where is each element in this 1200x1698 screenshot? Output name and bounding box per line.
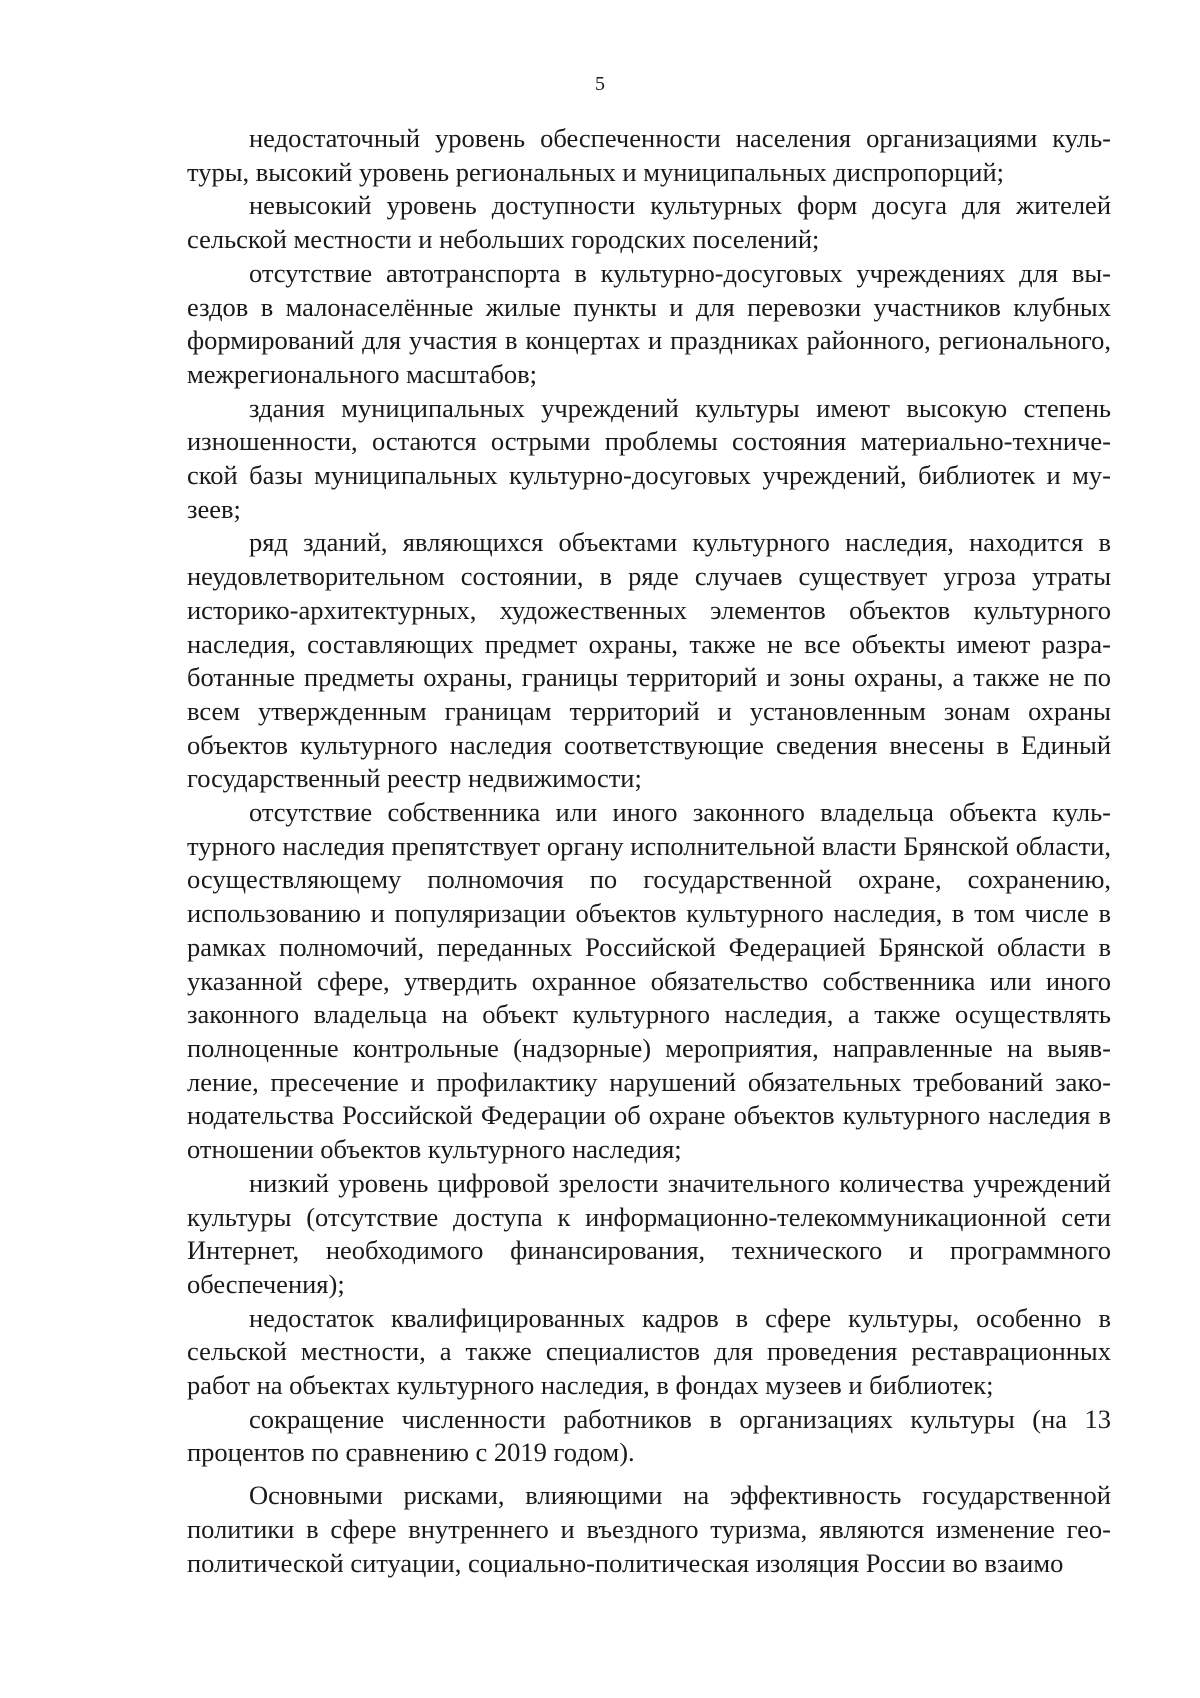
paragraph-no-owner: отсутствие собственника или иного законного владельца объекта культурного наследия препятствует органу исполнительной власти Брянской области, осуществляющему полномочия по государственной охране, сохранению, использованию и популяризации объектов культурного наследия, в том числе в рамках полномочий, переданных Российской Федерацией Брянской области в указанной сфере, утвердить охранное обязательство собственника или иного законного владельца на объект культурного наследия, а также осуществлять полноценные контрольные (надзорные) мероприятия, направленные на выявление, пресечение и профилактику нарушений обязательных требований законодательства Российской Федерации об охране объектов культурного наследия в отношении объектов культурного наследия; <box>187 797 1111 1165</box>
paragraph-tourism-risks: Основными рисками, влияющими на эффективность государственной политики в сфере внутреннего и въездного туризма, являются изменение геополитической ситуации, социально-политическая изоляция России во взаимо <box>187 1480 1111 1578</box>
document-body <box>187 122 1111 1580</box>
page-number: 5 <box>595 73 605 95</box>
paragraph-building-wear: здания муниципальных учреждений культуры имеют высокую степень изношенности, остаются острыми проблемы состояния материально-технической базы муниципальных культурно-досуговых учреждений, библиотек и музеев; <box>187 392 1111 524</box>
paragraph-digital-maturity: низкий уровень цифровой зрелости значительного количества учреждений культуры (отсутствие доступа к информационно-телекоммуникационной сети Интернет, необходимого финансирования, технического и программного обеспечения); <box>187 1167 1111 1299</box>
paragraph-staff-reduction: сокращение численности работников в организациях культуры (на 13 процентов по сравнению с 2019 годом). <box>187 1403 1111 1468</box>
paragraph-staff-shortage: недостаток квалифицированных кадров в сфере культуры, особенно в сельской местности, а также специалистов для проведения реставрационных работ на объектах культурного наследия, в фондах музеев и библиотек; <box>187 1302 1111 1401</box>
paragraph-low-accessibility: невысокий уровень доступности культурных форм досуга для жителей сельской местности и небольших городских поселений; <box>187 190 1111 255</box>
paragraph-heritage-condition: ряд зданий, являющихся объектами культурного наследия, находится в неудовлетворительном состоянии, в ряде случаев существует угроза утраты историко-архитектурных, художественных элементов объектов культурного наследия, составляющих предмет охраны, также не все объекты имеют разработанные предметы охраны, границы территорий и зоны охраны, а также не по всем утвержденным границам территорий и установленным зонам охраны объектов культурного наследия соответствующие сведения внесены в Единый государственный реестр недвижимости; <box>187 527 1111 794</box>
paragraph-no-transport: отсутствие автотранспорта в культурно-досуговых учреждениях для выездов в малонаселённые жилые пункты и для перевозки участников клубных формирований для участия в концертах и праздниках районного, регионального, межрегионального масштабов; <box>187 257 1111 389</box>
paragraph-low-provision: недостаточный уровень обеспеченности населения организациями культуры, высокий уровень региональных и муниципальных диспропорций; <box>187 123 1111 187</box>
